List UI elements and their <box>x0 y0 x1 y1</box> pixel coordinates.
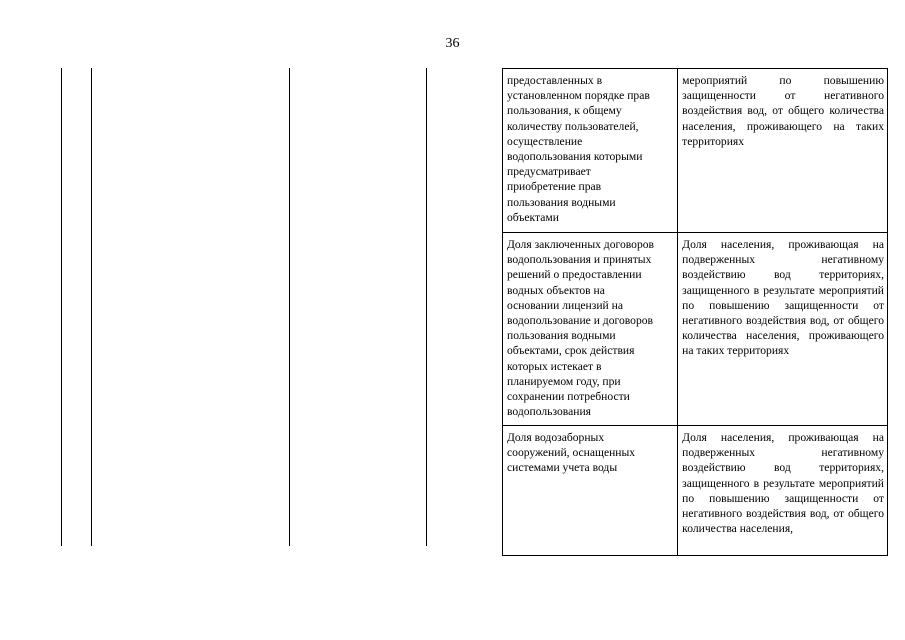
indicator-cell <box>503 69 678 233</box>
table-border-line-2 <box>91 68 92 546</box>
table-border-line-1 <box>61 68 62 546</box>
indicators-table <box>502 68 888 556</box>
result-cell <box>678 233 888 426</box>
result-cell <box>678 426 888 556</box>
indicator-text: Доля водозаборных сооружений, оснащенных системами учета воды <box>507 431 636 475</box>
page-number: 36 <box>445 36 460 51</box>
table-border-line-3 <box>289 68 290 546</box>
table-border-line-4 <box>426 68 427 546</box>
result-cell <box>678 69 888 233</box>
table-row <box>503 233 888 426</box>
table-row <box>503 69 888 233</box>
result-text: Доля населения, проживающая на подверженных негативному воздействию вод территориях, защищенного в результате мероприятий по повышению защищенности от негативного воздействия вод, от общего количества населения, проживающего на таких территориях <box>682 238 884 358</box>
indicator-cell <box>503 426 678 556</box>
table-row <box>503 426 888 556</box>
indicator-cell <box>503 233 678 426</box>
result-text: Доля населения, проживающая на подверженных негативному воздействию вод территориях, защищенного в результате мероприятий по повышению защищенности от негативного воздействия вод, от общего количества населения, <box>682 431 884 536</box>
result-text: мероприятий по повышению защищенности от негативного воздействия вод, от общего количества населения, проживающего на таких территориях <box>682 74 884 148</box>
indicator-text: Доля заключенных договоров водопользования и принятых решений о предоставлении водных объектов на основании лицензий на водопользование и договоров пользования водными объектами, срок действия которых истекает в планируемом году, при сохранении потребности водопользования <box>507 238 655 419</box>
indicator-text: предоставленных в установленном порядке прав пользования, к общему количеству пользователей, осуществление водопользования которыми предусматривает приобретение прав пользования водными объектами <box>507 74 650 224</box>
